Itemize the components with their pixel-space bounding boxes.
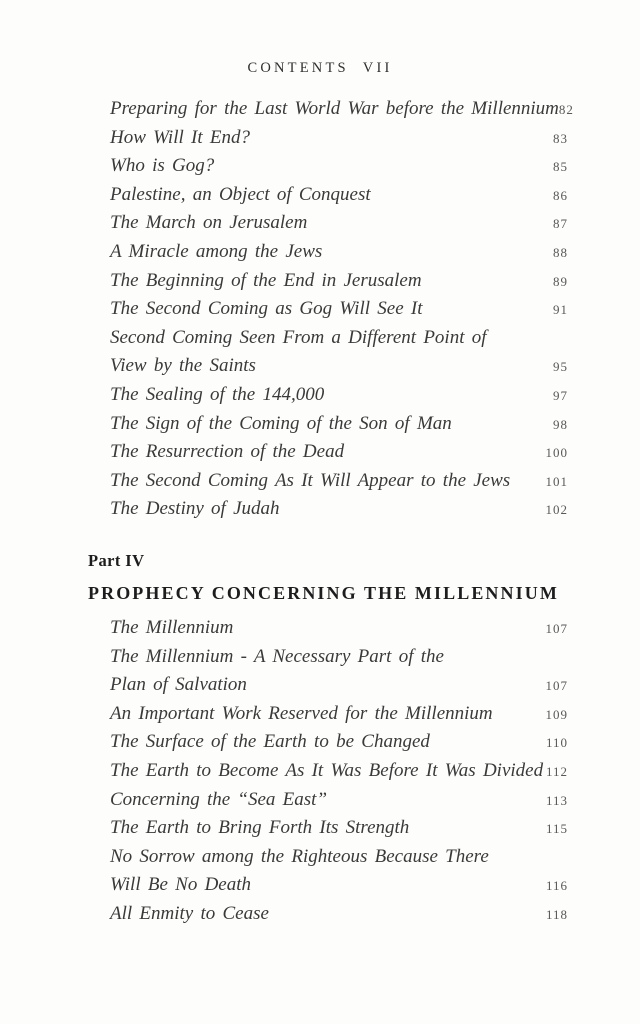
toc-entry-title: The Resurrection of the Dead: [110, 441, 345, 463]
toc-section-part4: [110, 614, 568, 929]
toc-entry-title: The Earth to Bring Forth Its Strength: [110, 817, 410, 839]
toc-entry-title: A Miracle among the Jews: [110, 240, 323, 262]
toc-entry: [110, 295, 568, 324]
toc-entry: [110, 757, 568, 786]
toc-entry: [110, 438, 568, 467]
toc-entry-page: 107: [545, 678, 568, 694]
toc-entry-title: The Earth to Become As It Was Before It Was Divided: [110, 759, 544, 781]
toc-entry-title: View by the Saints: [110, 355, 256, 377]
toc-entry-title: The Destiny of Judah: [110, 498, 280, 520]
toc-entry-page: 100: [545, 445, 568, 461]
part-title: PROPHECY CONCERNING THE MILLENNIUM: [88, 583, 559, 603]
toc-entry-title: The Second Coming As It Will Appear to the Jews: [110, 469, 511, 491]
toc-entry: [110, 181, 568, 210]
toc-entry-page: 95: [553, 359, 568, 375]
toc-entry-page: 87: [553, 216, 568, 232]
toc-entry-page: 113: [545, 792, 568, 808]
toc-entry-title: Preparing for the Last World War before the Millennium: [110, 98, 559, 119]
toc-entry-title: Palestine, an Object of Conquest: [110, 183, 371, 205]
running-header: [0, 60, 640, 77]
toc-entry-title: The Millennium: [110, 617, 234, 638]
toc-entry-title: All Enmity to Cease: [110, 902, 269, 924]
toc-entry: [110, 124, 568, 153]
toc-entry-page: 109: [545, 706, 568, 722]
part-label: Part IV: [88, 551, 145, 570]
toc-entry: [110, 700, 568, 729]
toc-entry-page: 116: [545, 878, 568, 894]
toc-entry: [110, 324, 568, 353]
toc-entry-title: How Will It End?: [110, 126, 250, 148]
toc-section-previous: [110, 95, 574, 524]
toc-entry: [110, 238, 568, 267]
toc-entry-title: The Sign of the Coming of the Son of Man: [110, 412, 452, 434]
toc-entry: [110, 209, 568, 238]
toc-entry-page: 85: [553, 159, 568, 175]
toc-entry: [110, 671, 568, 700]
toc-entry: [110, 871, 568, 900]
toc-entry-page: 101: [545, 473, 568, 489]
toc-entry: [110, 95, 574, 124]
toc-entry-page: 107: [545, 621, 568, 636]
running-header-label: CONTENTS: [247, 60, 349, 76]
toc-entry: [110, 267, 568, 296]
toc-entry-page: 82: [558, 102, 574, 117]
toc-entry: [110, 728, 568, 757]
toc-entry-page: 88: [553, 244, 568, 260]
toc-entry-page: 97: [553, 387, 568, 403]
toc-entry: [110, 786, 568, 815]
toc-entry-title: No Sorrow among the Righteous Because There: [110, 845, 489, 867]
toc-entry-page: 110: [545, 735, 568, 751]
toc-entry-page: 86: [553, 187, 568, 203]
toc-entry-title: An Important Work Reserved for the Millennium: [110, 702, 493, 724]
toc-entry: [110, 843, 568, 872]
toc-entry-title: The Second Coming as Gog Will See It: [110, 298, 423, 320]
toc-entry-title: The Millennium - A Necessary Part of the: [110, 645, 444, 667]
toc-entry-page: 98: [553, 416, 568, 432]
toc-entry: [110, 381, 568, 410]
toc-entry-page: 112: [545, 763, 568, 779]
toc-entry-title: Concerning the “Sea East”: [110, 788, 328, 810]
toc-entry-title: The Beginning of the End in Jerusalem: [110, 269, 422, 291]
toc-entry: [110, 643, 568, 672]
toc-entry: [110, 152, 568, 181]
toc-entry-page: 91: [553, 302, 568, 318]
toc-entry-page: 83: [553, 130, 568, 146]
running-header-folio: VII: [362, 60, 393, 76]
toc-entry-title: The March on Jerusalem: [110, 212, 308, 234]
toc-entry-page: 118: [545, 906, 568, 922]
toc-entry-page: 102: [545, 502, 568, 518]
toc-entry: [110, 467, 568, 496]
toc-entry: [110, 495, 568, 524]
toc-entry-page: 89: [553, 273, 568, 289]
toc-entry-title: Will Be No Death: [110, 874, 252, 896]
toc-entry-title: Plan of Salvation: [110, 674, 247, 696]
toc-entry: [110, 900, 568, 929]
toc-entry-title: Who is Gog?: [110, 155, 215, 177]
toc-entry-title: The Surface of the Earth to be Changed: [110, 731, 430, 753]
toc-entry-title: Second Coming Seen From a Different Point of: [110, 326, 487, 348]
toc-entry: [110, 814, 568, 843]
toc-entry: [110, 614, 568, 643]
toc-entry-title: The Sealing of the 144,000: [110, 383, 325, 405]
toc-entry: [110, 410, 568, 439]
toc-entry-page: 115: [545, 821, 568, 837]
toc-entry: [110, 352, 568, 381]
